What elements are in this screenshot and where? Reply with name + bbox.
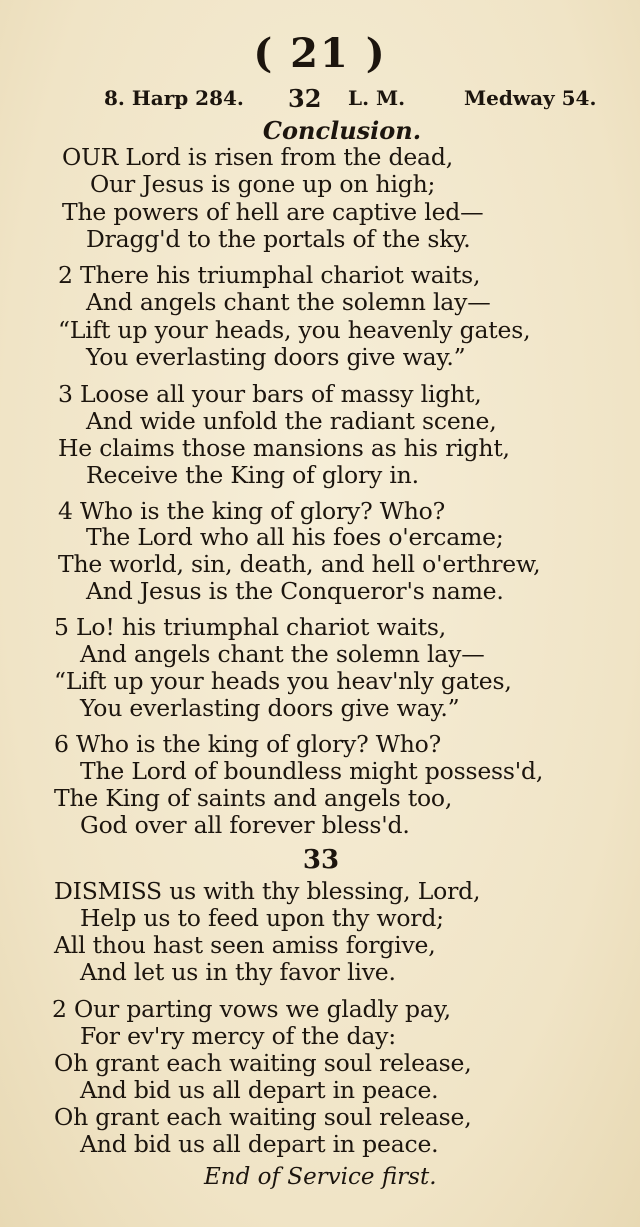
hymn-line: 6 Who is the king of glory? Who? bbox=[54, 730, 441, 758]
hymn-line: Help us to feed upon thy word; bbox=[80, 904, 444, 932]
hymn-line: The King of saints and angels too, bbox=[54, 784, 453, 812]
hymn-line: And let us in thy favor live. bbox=[80, 958, 396, 986]
hymn-heading: Conclusion. bbox=[262, 116, 422, 145]
hymn-line: “Lift up your heads you heav'nly gates, bbox=[54, 667, 512, 695]
hymn-line: Oh grant each waiting soul release, bbox=[54, 1103, 472, 1131]
hymn-line: The world, sin, death, and hell o'erthrew, bbox=[58, 550, 541, 578]
hymn-line: “Lift up your heads, you heavenly gates, bbox=[58, 316, 531, 344]
hymn-line: And angels chant the solemn lay— bbox=[80, 640, 485, 668]
page-number: ( 21 ) bbox=[253, 30, 387, 77]
hymn-line: And wide unfold the radiant scene, bbox=[86, 407, 497, 435]
hymn-line: You everlasting doors give way.” bbox=[86, 343, 466, 371]
hymn-line: Dragg'd to the portals of the sky. bbox=[86, 225, 471, 253]
hymn-line: The powers of hell are captive led— bbox=[62, 198, 484, 226]
hymn-line: DISMISS us with thy blessing, Lord, bbox=[54, 877, 481, 905]
hymn-line: 3 Loose all your bars of massy light, bbox=[58, 380, 482, 408]
meter-label: L. M. bbox=[348, 86, 406, 110]
tune-reference: Medway 54. bbox=[464, 86, 597, 110]
hymn-line: Receive the King of glory in. bbox=[86, 461, 419, 489]
hymn-line: And bid us all depart in peace. bbox=[80, 1076, 439, 1104]
hymn-line: The Lord of boundless might possess'd, bbox=[80, 757, 544, 785]
hymn-line: You everlasting doors give way.” bbox=[80, 694, 460, 722]
hymn-line: 5 Lo! his triumphal chariot waits, bbox=[54, 613, 446, 641]
hymn-line: The Lord who all his foes o'ercame; bbox=[86, 523, 504, 551]
hymn-line: 2 Our parting vows we gladly pay, bbox=[52, 995, 451, 1023]
hymn-line: And bid us all depart in peace. bbox=[80, 1130, 439, 1158]
hymn-line: And Jesus is the Conqueror's name. bbox=[86, 577, 504, 605]
hymn-line: Oh grant each waiting soul release, bbox=[54, 1049, 472, 1077]
hymn-line: God over all forever bless'd. bbox=[80, 811, 410, 839]
hymn-line: All thou hast seen amiss forgive, bbox=[54, 931, 436, 959]
hymn-line: 4 Who is the king of glory? Who? bbox=[58, 497, 445, 525]
hymn-line: Our Jesus is gone up on high; bbox=[90, 170, 436, 198]
hymn-number-33: 33 bbox=[302, 845, 340, 875]
hymn-line: For ev'ry mercy of the day: bbox=[80, 1022, 396, 1050]
service-end-note: End of Service first. bbox=[204, 1164, 437, 1190]
harp-reference: 8. Harp 284. bbox=[104, 86, 244, 110]
hymn-line: 2 There his triumphal chariot waits, bbox=[58, 261, 481, 289]
hymn-line: He claims those mansions as his right, bbox=[58, 434, 510, 462]
hymn-line: And angels chant the solemn lay— bbox=[86, 288, 491, 316]
hymn-line: OUR Lord is risen from the dead, bbox=[62, 143, 453, 171]
hymn-number: 32 bbox=[288, 84, 322, 113]
